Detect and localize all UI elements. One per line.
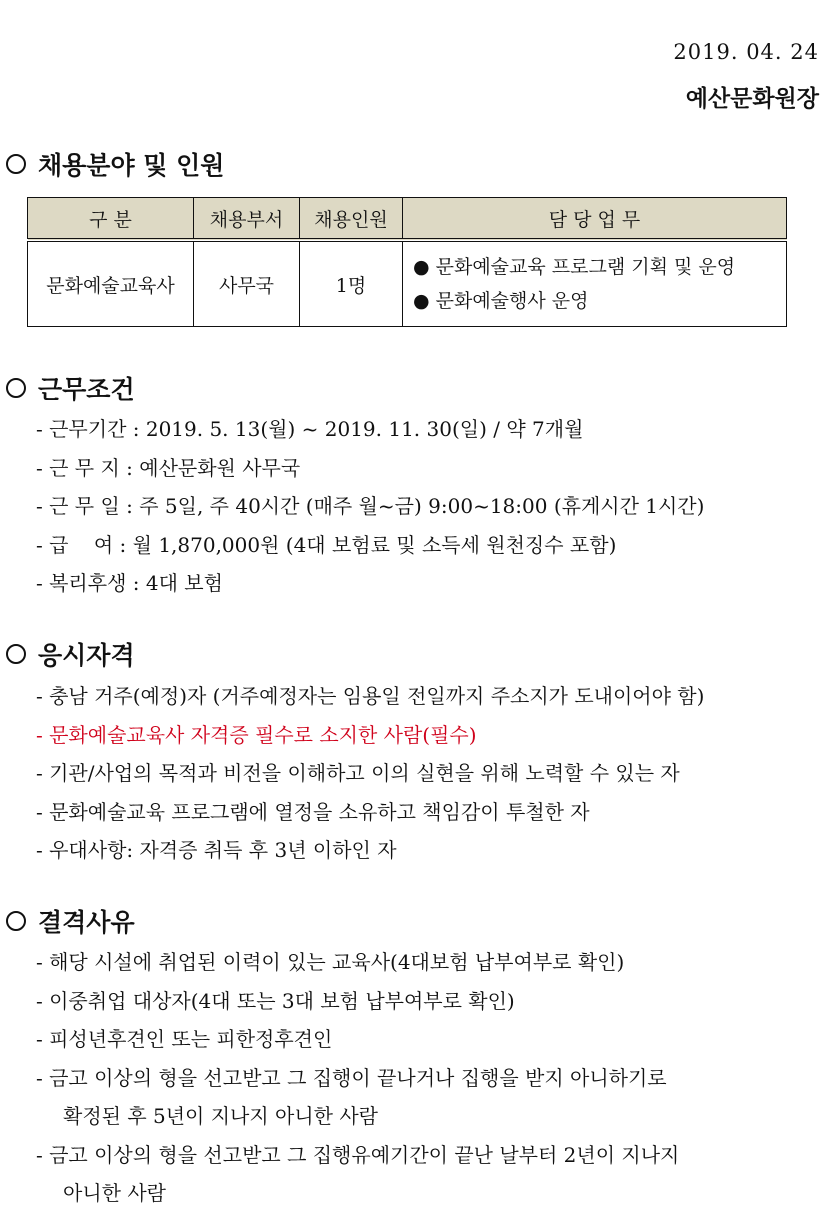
document-date: 2019. 04. 24 (673, 40, 819, 64)
header-department: 채용부서 (194, 198, 300, 241)
recruitment-table (27, 197, 787, 327)
list-item-continuation: 아니한 사람 (63, 1181, 166, 1205)
section-title-conditions (6, 370, 135, 406)
conditions-list (36, 410, 704, 603)
list-item: - 충남 거주(예정)자 (거주예정자는 임용일 전일까지 주소지가 도내이어야 함) (36, 684, 705, 708)
organization-name: 예산문화원장 (685, 86, 819, 112)
section-title-disqualifications (6, 903, 135, 939)
header-duties: 담 당 업 무 (403, 198, 787, 241)
list-item: - 근무기간 : 2019. 5. 13(월) ~ 2019. 11. 30(일) / 약 7개월 (36, 417, 584, 441)
list-item: - 금고 이상의 형을 선고받고 그 집행이 끝나거나 집행을 받지 아니하기로 (36, 1065, 667, 1090)
circle-bullet-icon (6, 644, 26, 664)
section-title-text: 응시자격 (38, 641, 135, 670)
cell-duties (403, 240, 787, 327)
qualifications-list (36, 677, 704, 870)
circle-bullet-icon (6, 378, 26, 398)
list-item: - 우대사항: 자격증 취득 후 3년 이하인 자 (36, 838, 397, 862)
list-item: - 해당 시설에 취업된 이력이 있는 교육사(4대보험 납부여부로 확인) (36, 950, 625, 974)
section-title-text: 결격사유 (38, 908, 135, 937)
list-item: - 금고 이상의 형을 선고받고 그 집행유예기간이 끝난 날부터 2년이 지나지 (36, 1142, 680, 1167)
duty-item: ● 문화예술행사 운영 (413, 290, 589, 312)
list-item: - 급 여 : 월 1,870,000원 (4대 보험료 및 소득세 원천징수 포함) (36, 532, 617, 557)
circle-bullet-icon (6, 911, 26, 931)
disqualifications-list (36, 943, 679, 1213)
list-item: - 복리후생 : 4대 보험 (36, 571, 223, 595)
list-item: - 기관/사업의 목적과 비전을 이해하고 이의 실현을 위해 노력할 수 있는 자 (36, 761, 680, 785)
section-title-recruitment (6, 146, 224, 182)
cell-category: 문화예술교육사 (28, 240, 194, 327)
circle-bullet-icon (6, 154, 26, 174)
list-item-continuation: 확정된 후 5년이 지나지 아니한 사람 (63, 1104, 378, 1128)
list-item: - 근 무 지 : 예산문화원 사무국 (36, 455, 301, 480)
table-header-row (28, 198, 787, 241)
header-category: 구 분 (28, 198, 194, 241)
section-title-text: 채용분야 및 인원 (38, 151, 225, 180)
table-row (28, 240, 787, 327)
header-count: 채용인원 (300, 198, 403, 241)
list-item: - 피성년후견인 또는 피한정후견인 (36, 1027, 333, 1051)
cell-department: 사무국 (194, 240, 300, 327)
duty-item: ● 문화예술교육 프로그램 기획 및 운영 (413, 256, 736, 278)
list-item: - 이중취업 대상자(4대 또는 3대 보험 납부여부로 확인) (36, 988, 515, 1013)
section-title-qualifications (6, 636, 135, 672)
list-item: - 근 무 일 : 주 5일, 주 40시간 (매주 월~금) 9:00~18:00 (휴게시간 1시간) (36, 494, 705, 518)
cell-count: 1명 (300, 240, 403, 327)
section-title-text: 근무조건 (38, 375, 135, 404)
list-item: - 문화예술교육 프로그램에 열정을 소유하고 책임감이 투철한 자 (36, 799, 590, 824)
list-item-required: - 문화예술교육사 자격증 필수로 소지한 사람(필수) (36, 722, 477, 747)
